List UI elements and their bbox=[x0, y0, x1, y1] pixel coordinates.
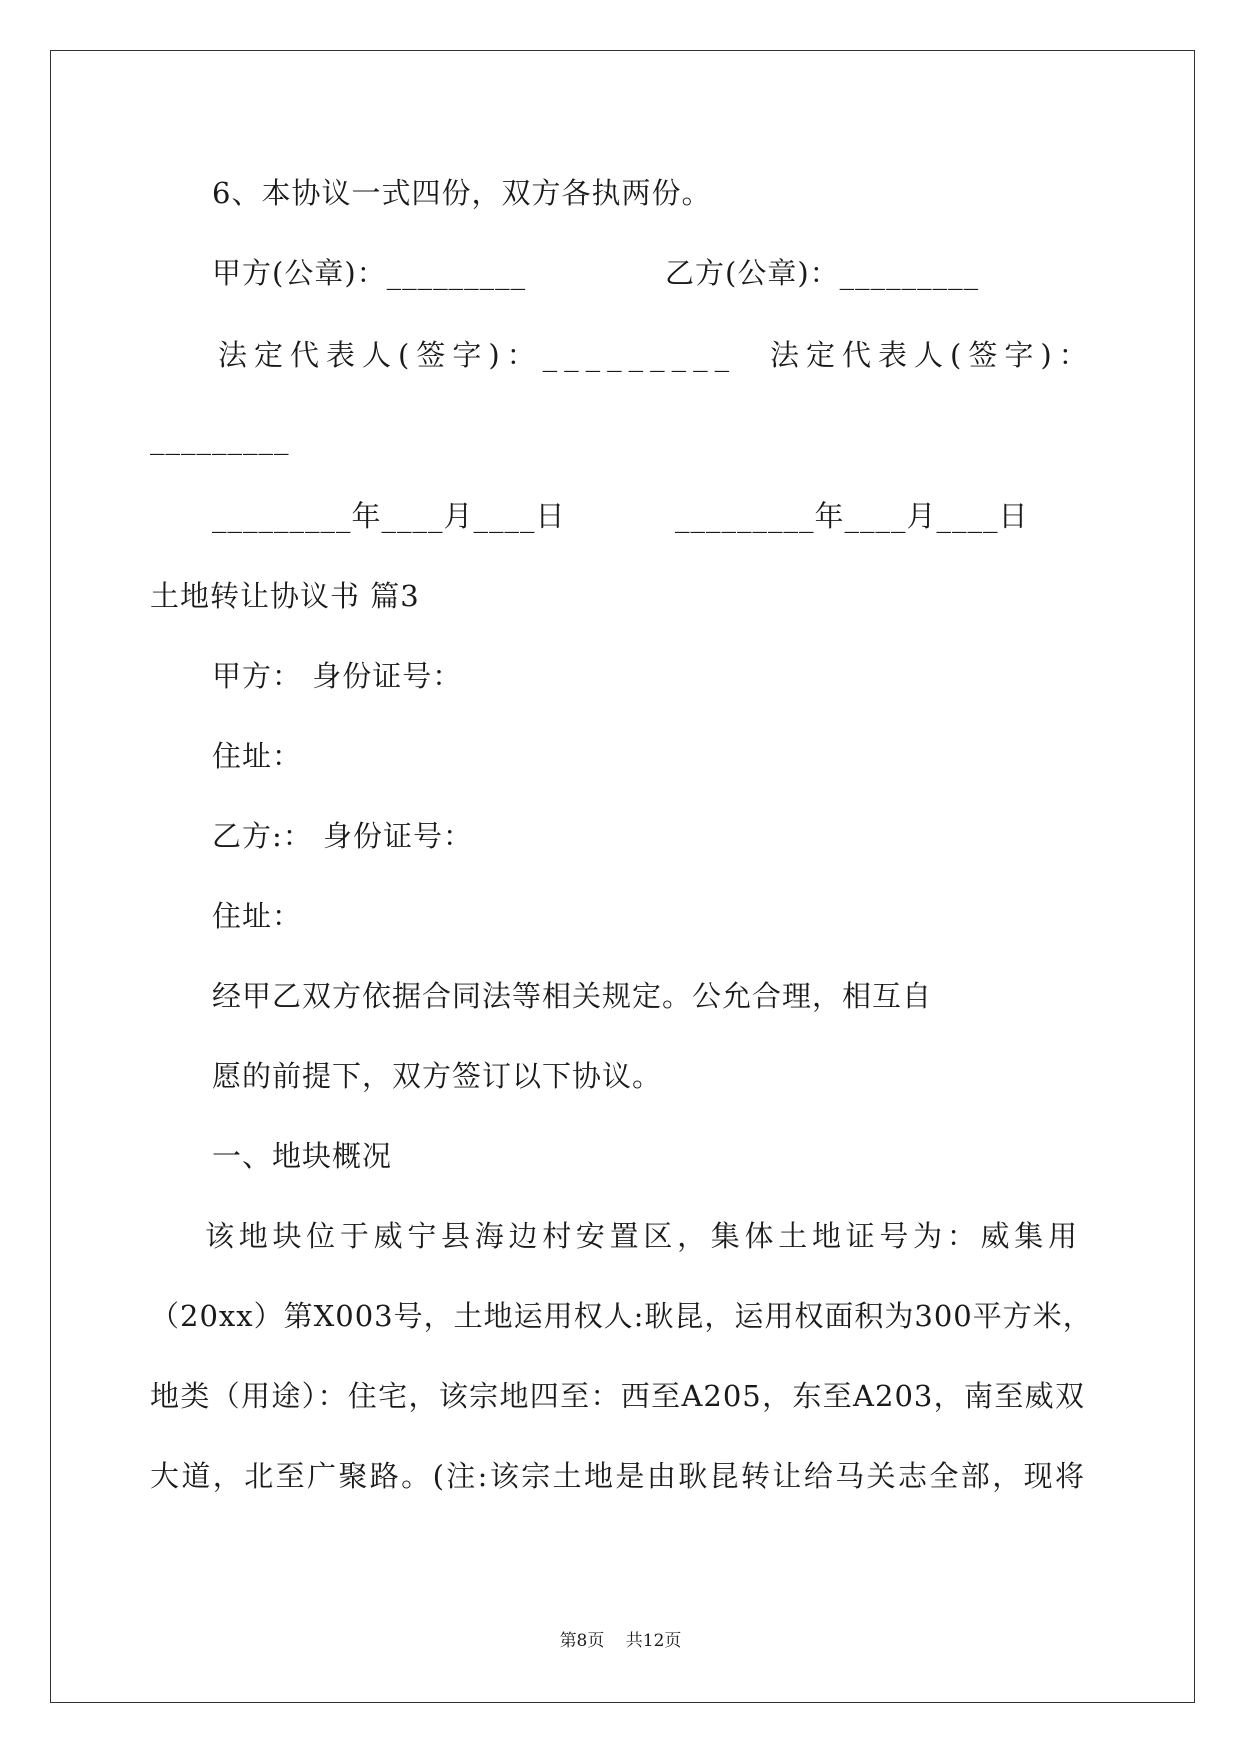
land-desc-line-2: （20xx）第X003号，土地运用权人:耿昆，运用权面积为300平方米， bbox=[150, 1299, 1093, 1333]
party-b-date: _________年____月____日 bbox=[675, 499, 1029, 533]
party-b-id: 乙方:： 身份证号： bbox=[212, 819, 473, 853]
page-footer bbox=[0, 1630, 1241, 1652]
page-total: 共12页 bbox=[625, 1631, 682, 1651]
party-a-address: 住址： bbox=[212, 739, 303, 773]
clause-6: 6、本协议一式四份，双方各执两份。 bbox=[212, 176, 712, 210]
party-b-representative: 法定代表人(签字)： bbox=[770, 338, 1095, 372]
preamble-line-2: 愿的前提下，双方签订以下协议。 bbox=[212, 1059, 663, 1093]
party-b-seal: 乙方(公章)：_________ bbox=[665, 256, 980, 290]
page-number: 第8页 bbox=[559, 1631, 605, 1651]
party-a-representative: 法定代表人(签字)：_________ bbox=[218, 338, 737, 372]
land-desc-line-1: 该地块位于威宁县海边村安置区，集体土地证号为：威集用 bbox=[205, 1219, 1078, 1253]
section-title: 土地转让协议书 篇3 bbox=[150, 579, 420, 613]
party-b-address: 住址： bbox=[212, 899, 303, 933]
heading-land-overview: 一、地块概况 bbox=[212, 1139, 393, 1173]
page-border bbox=[50, 50, 1195, 1703]
land-desc-line-3: 地类（用途）：住宅，该宗地四至：西至A205，东至A203，南至威双 bbox=[150, 1379, 1085, 1413]
party-a-seal: 甲方(公章)：_________ bbox=[212, 256, 527, 290]
land-desc-line-4: 大道，北至广聚路。(注:该宗土地是由耿昆转让给马关志全部，现将 bbox=[150, 1459, 1085, 1493]
party-a-date: _________年____月____日 bbox=[212, 499, 566, 533]
party-b-representative-blank: _________ bbox=[150, 421, 290, 455]
preamble-line-1: 经甲乙双方依据合同法等相关规定。公允合理，相互自 bbox=[212, 979, 933, 1013]
party-a-id: 甲方： 身份证号： bbox=[212, 659, 463, 693]
